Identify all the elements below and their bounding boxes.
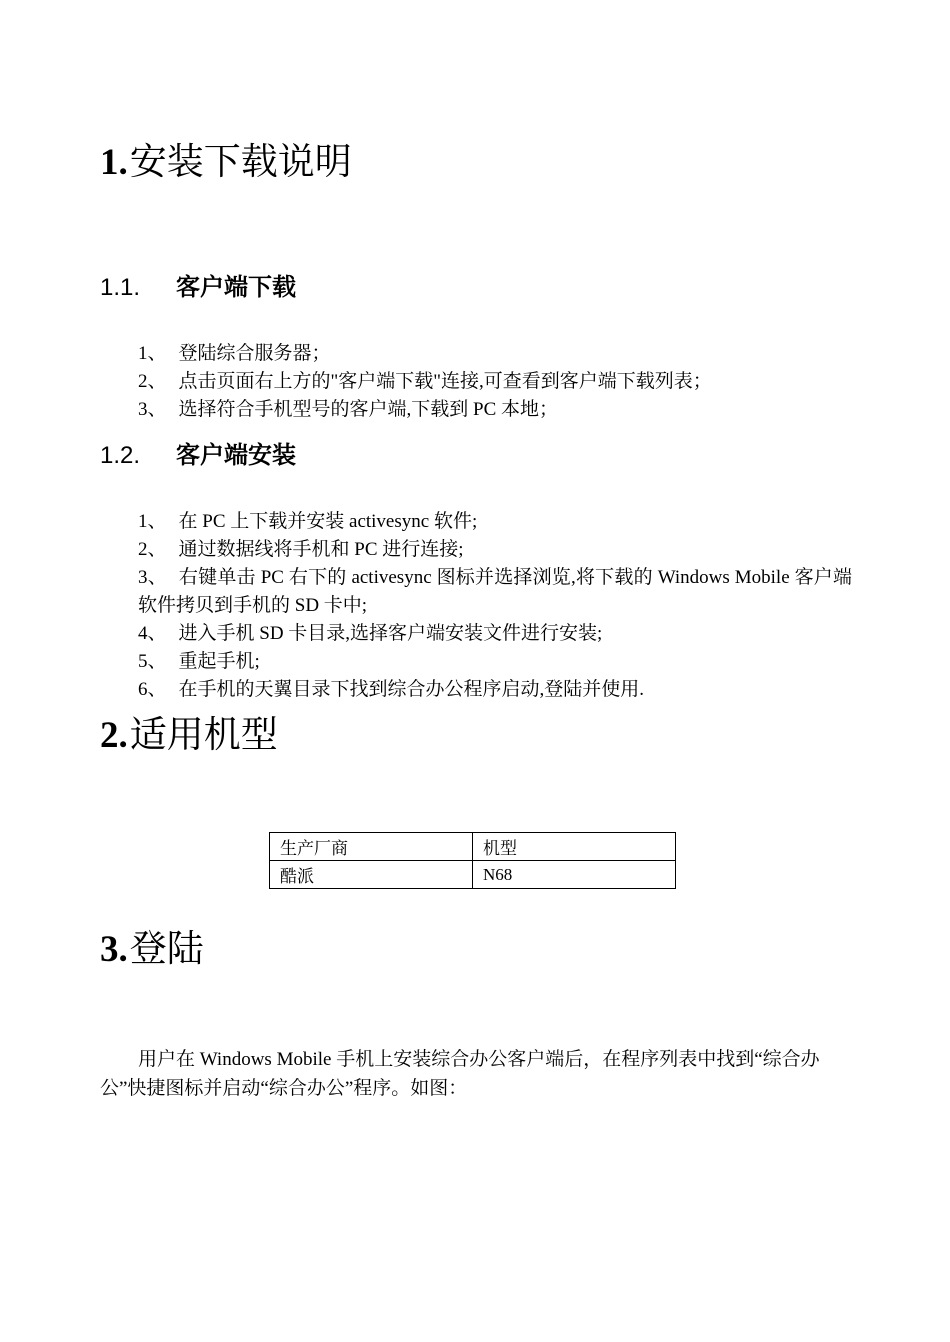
install-steps-list: [138, 508, 852, 704]
supported-models-table: [269, 832, 676, 889]
heading-number: 1.2.: [100, 442, 141, 469]
heading-number: 1.: [100, 142, 128, 183]
list-item: 5、 重起手机;: [138, 651, 260, 672]
table-header-cell: 机型: [473, 833, 676, 861]
list-item: 3、 右键单击 PC 右下的 activesync 图标并选择浏览,将下载的 Windows Mobile 客户端软件拷贝到手机的 SD 卡中;: [138, 567, 852, 616]
heading-title: 客户端下载: [176, 273, 296, 301]
heading-1: [100, 140, 352, 185]
table-header-row: [270, 833, 676, 861]
table-cell: 酷派: [270, 861, 473, 889]
heading-title: 安装下载说明: [129, 140, 352, 183]
heading-title: 客户端安装: [176, 441, 296, 469]
heading-1-2: [100, 440, 296, 471]
list-item: 1、 登陆综合服务器；: [138, 343, 331, 364]
download-steps-list: [138, 340, 852, 424]
list-item: 4、 进入手机 SD 卡目录,选择客户端安装文件进行安装;: [138, 623, 603, 644]
heading-2: [100, 713, 278, 758]
login-paragraph: 用户在 Windows Mobile 手机上安装综合办公客户端后，在程序列表中找到“综合办公”快捷图标并启动“综合办公”程序。如图：: [100, 1049, 820, 1099]
heading-title: 登陆: [129, 927, 204, 970]
heading-title: 适用机型: [129, 713, 278, 756]
heading-number: 3.: [100, 929, 128, 970]
table-row: [270, 861, 676, 889]
heading-1-1: [100, 272, 296, 303]
list-item: 2、 通过数据线将手机和 PC 进行连接;: [138, 539, 464, 560]
list-item: 1、 在 PC 上下载并安装 activesync 软件;: [138, 511, 478, 532]
table-cell: N68: [473, 861, 676, 889]
heading-number: 1.1.: [100, 274, 141, 301]
heading-number: 2.: [100, 715, 128, 756]
list-item: 3、 选择符合手机型号的客户端,下载到 PC 本地；: [138, 399, 559, 420]
list-item: 2、 点击页面右上方的"客户端下载"连接,可查看到客户端下载列表；: [138, 371, 712, 392]
heading-3: [100, 927, 204, 972]
list-item: 6、 在手机的天翼目录下找到综合办公程序启动,登陆并使用.: [138, 679, 645, 700]
table-header-cell: 生产厂商: [270, 833, 473, 861]
